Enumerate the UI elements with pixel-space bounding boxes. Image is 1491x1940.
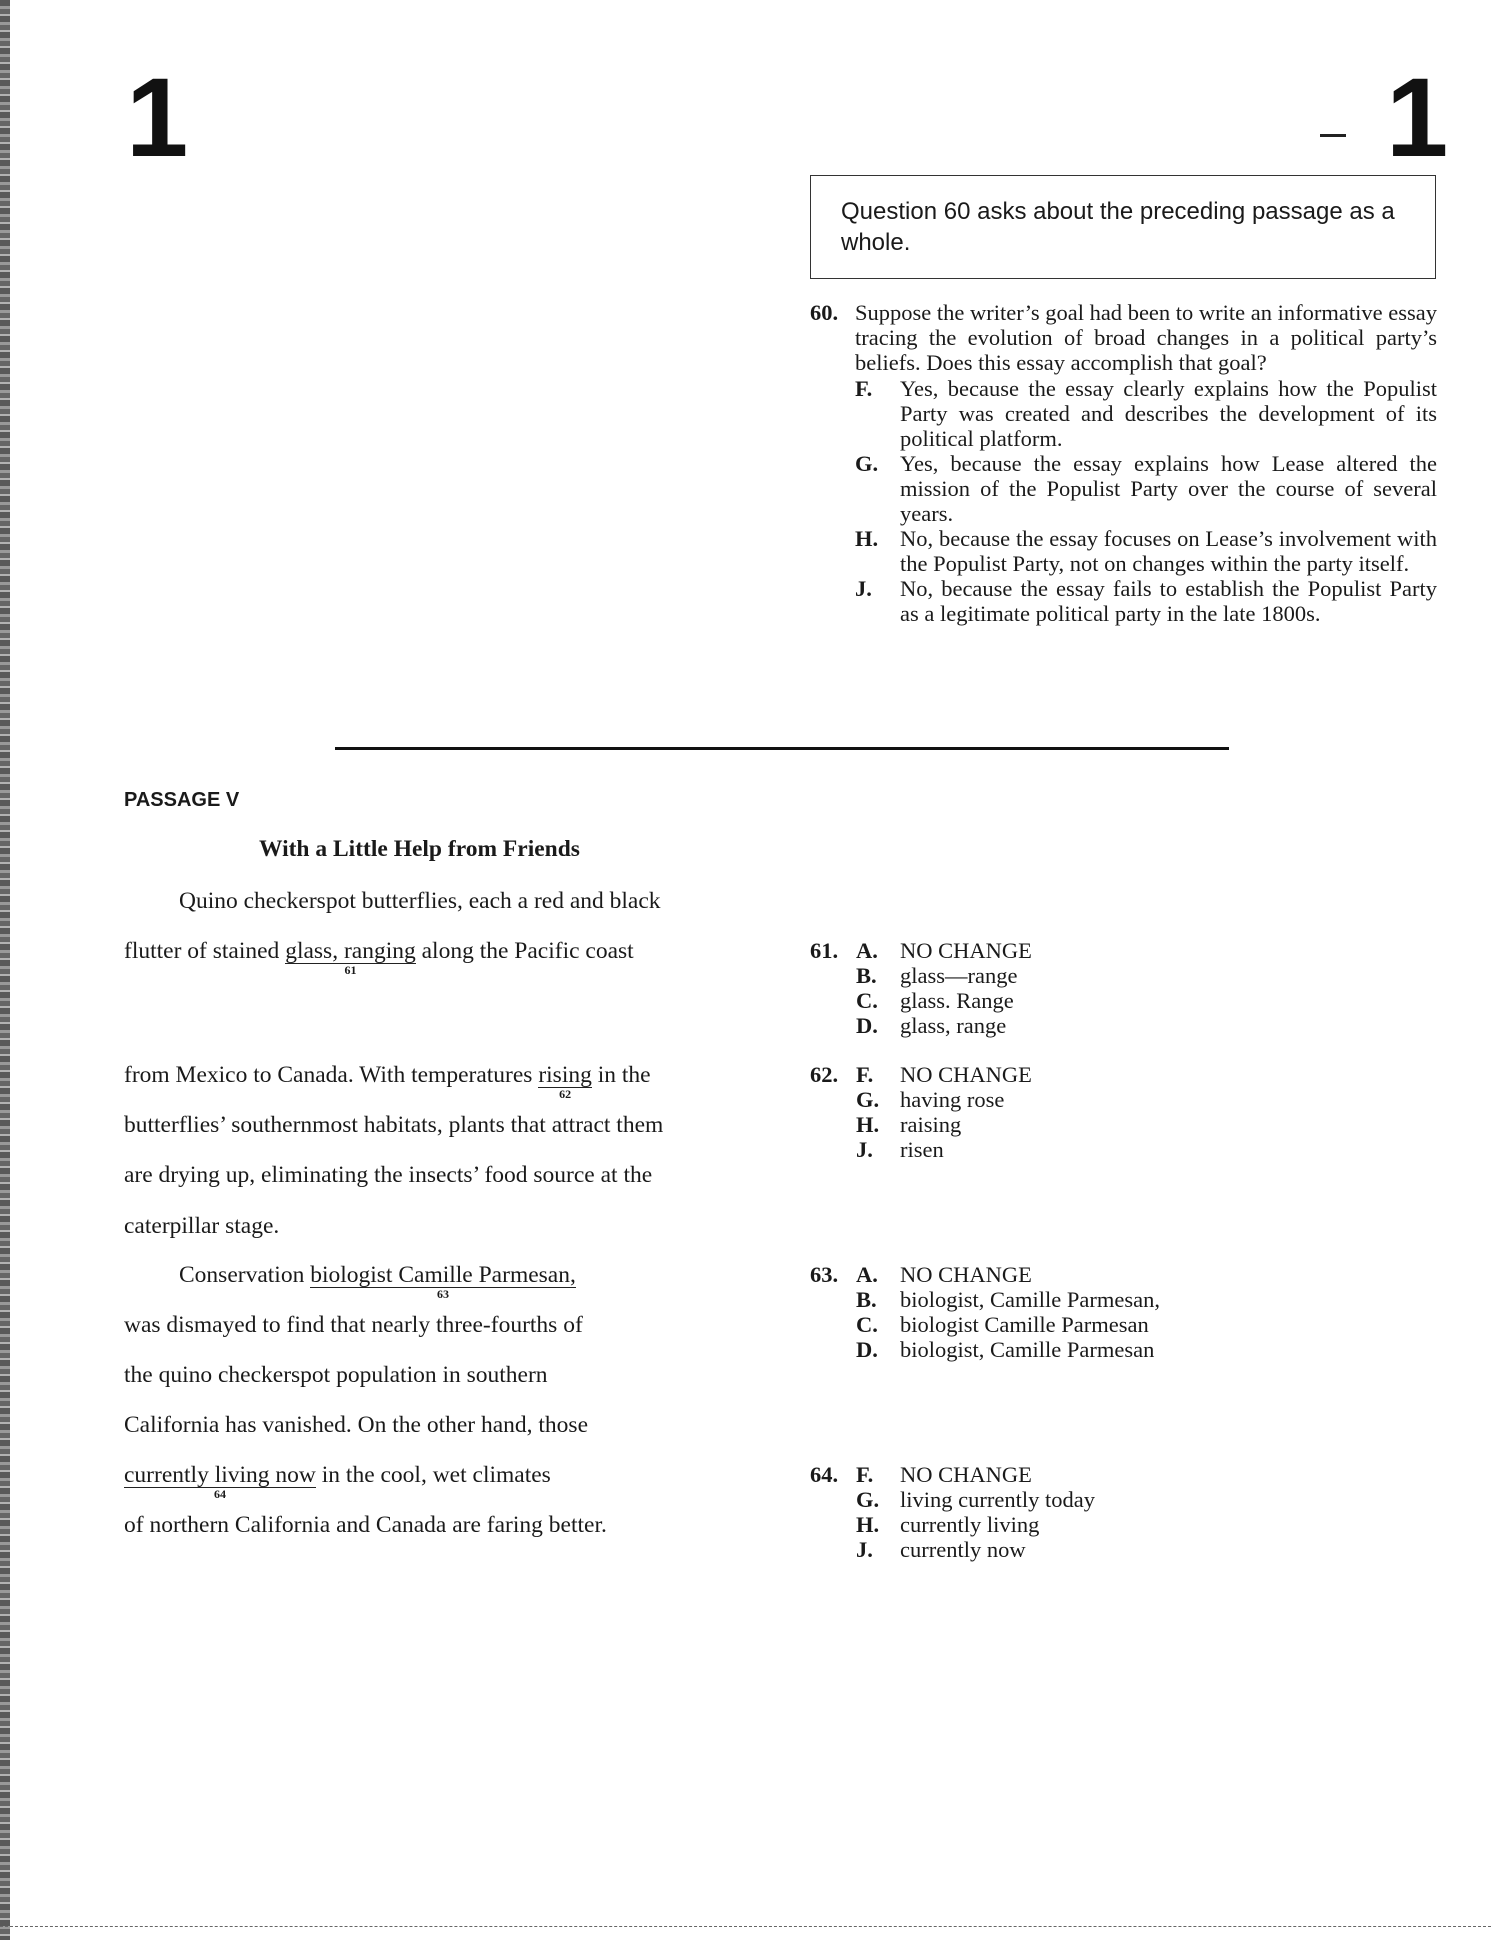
option-text: glass. Range	[900, 988, 1014, 1013]
option-letter: G.	[855, 451, 879, 476]
question-number: 62.	[810, 1062, 839, 1087]
directions-box: Question 60 asks about the preceding passage as a whole.	[810, 175, 1436, 279]
underlined-text: rising	[538, 1062, 592, 1088]
passage-label: PASSAGE V	[124, 789, 240, 811]
bottom-border-rule	[0, 1926, 1491, 1927]
section-number-right: 1	[1386, 55, 1449, 180]
option-letter: H.	[855, 526, 879, 551]
option-letter: J.	[855, 576, 872, 601]
option-letter: F.	[856, 1462, 874, 1487]
option-text: raising	[900, 1112, 962, 1137]
passage-line	[124, 1062, 651, 1101]
question-60	[810, 300, 1437, 626]
question-ref-number: 61	[344, 963, 357, 977]
passage-text: from Mexico to Canada. With temperatures	[124, 1062, 539, 1088]
section-number-left: 1	[126, 55, 189, 180]
option-text: biologist Camille Parmesan	[900, 1312, 1149, 1337]
question-60-text: Suppose the writer’s goal had been to write an informative essay tracing the evolution of broad changes in a political party’s beliefs. Does this essay accomplish that goal?	[855, 300, 1437, 375]
option-text: biologist, Camille Parmesan,	[900, 1287, 1160, 1312]
passage-text: Conservation	[179, 1262, 311, 1288]
passage-line: California has vanished. On the other hand, those	[124, 1412, 589, 1438]
passage-title: With a Little Help from Friends	[259, 836, 580, 862]
option-text: No, because the essay focuses on Lease’s involvement with the Populist Party, not on changes within the party itself.	[900, 526, 1437, 576]
question-ref-number: 64	[213, 1487, 226, 1501]
page-binding-edge	[0, 0, 10, 1940]
option-text: Yes, because the essay explains how Lease altered the mission of the Populist Party over the course of several years.	[900, 451, 1437, 526]
underlined-text: glass, ranging	[285, 938, 416, 964]
option-text: NO CHANGE	[900, 938, 1032, 963]
option-letter: D.	[856, 1013, 878, 1038]
option-letter: A.	[856, 1262, 878, 1287]
answer-option-f[interactable]	[810, 376, 1437, 451]
passage-line: was dismayed to find that nearly three-fourths of	[124, 1312, 583, 1338]
passage-line	[124, 938, 634, 977]
question-number: 61.	[810, 938, 839, 963]
underlined-portion-61[interactable]	[285, 938, 416, 977]
passage-line: Quino checkerspot butterflies, each a red and black	[179, 888, 661, 914]
passage-line	[124, 1262, 576, 1301]
option-letter: C.	[856, 988, 878, 1013]
option-letter: J.	[856, 1537, 873, 1562]
option-text: glass, range	[900, 1013, 1007, 1038]
answer-option-g[interactable]	[810, 451, 1437, 526]
option-text: biologist, Camille Parmesan	[900, 1337, 1155, 1362]
answer-options	[810, 376, 1437, 626]
section-divider	[335, 747, 1229, 750]
option-letter: F.	[855, 376, 873, 401]
answer-option-h[interactable]	[810, 526, 1437, 576]
option-letter: B.	[856, 963, 877, 988]
option-text: NO CHANGE	[900, 1062, 1032, 1087]
option-letter: D.	[856, 1337, 878, 1362]
passage-text: in the cool, wet climates	[315, 1462, 551, 1488]
question-ref-number: 63	[437, 1287, 450, 1301]
option-letter: G.	[856, 1487, 880, 1512]
passage-line: caterpillar stage.	[124, 1213, 280, 1239]
option-letter: F.	[856, 1062, 874, 1087]
passage-line: are drying up, eliminating the insects’ food source at the	[124, 1162, 653, 1188]
option-text: currently living	[900, 1512, 1040, 1537]
passage-line: of northern California and Canada are faring better.	[124, 1512, 607, 1538]
option-letter: J.	[856, 1137, 873, 1162]
option-letter: G.	[856, 1087, 880, 1112]
passage-line	[124, 1462, 551, 1501]
passage-line: butterflies’ southernmost habitats, plants that attract them	[124, 1112, 664, 1138]
option-letter: A.	[856, 938, 878, 963]
option-text: Yes, because the essay clearly explains how the Populist Party was created and describes the development of its political platform.	[900, 376, 1437, 451]
option-letter: C.	[856, 1312, 878, 1337]
underlined-portion-62[interactable]	[538, 1062, 592, 1101]
question-number: 64.	[810, 1462, 839, 1487]
question-60-stem	[810, 300, 1437, 375]
underlined-portion-63[interactable]	[310, 1262, 576, 1301]
question-ref-number: 62	[559, 1087, 572, 1101]
underlined-text: currently living now	[124, 1462, 316, 1488]
option-letter: H.	[856, 1512, 880, 1537]
option-letter: H.	[856, 1112, 880, 1137]
option-text: having rose	[900, 1087, 1005, 1112]
option-text: currently now	[900, 1537, 1026, 1562]
underlined-text: biologist Camille Parmesan,	[310, 1262, 576, 1288]
question-number: 63.	[810, 1262, 839, 1287]
passage-line: the quino checkerspot population in southern	[124, 1362, 548, 1388]
option-text: living currently today	[900, 1487, 1095, 1512]
passage-text: along the Pacific coast	[415, 938, 634, 964]
option-text: glass—range	[900, 963, 1018, 988]
option-letter: B.	[856, 1287, 877, 1312]
section-dash	[1320, 134, 1346, 137]
passage-text: in the	[591, 1062, 651, 1088]
option-text: NO CHANGE	[900, 1262, 1032, 1287]
answer-option-j[interactable]	[810, 576, 1437, 626]
passage-text: flutter of stained	[124, 938, 286, 964]
question-number: 60.	[810, 300, 839, 325]
underlined-portion-64[interactable]	[124, 1462, 316, 1501]
option-text: No, because the essay fails to establish the Populist Party as a legitimate political party in the late 1800s.	[900, 576, 1437, 626]
option-text: NO CHANGE	[900, 1462, 1032, 1487]
option-text: risen	[900, 1137, 944, 1162]
